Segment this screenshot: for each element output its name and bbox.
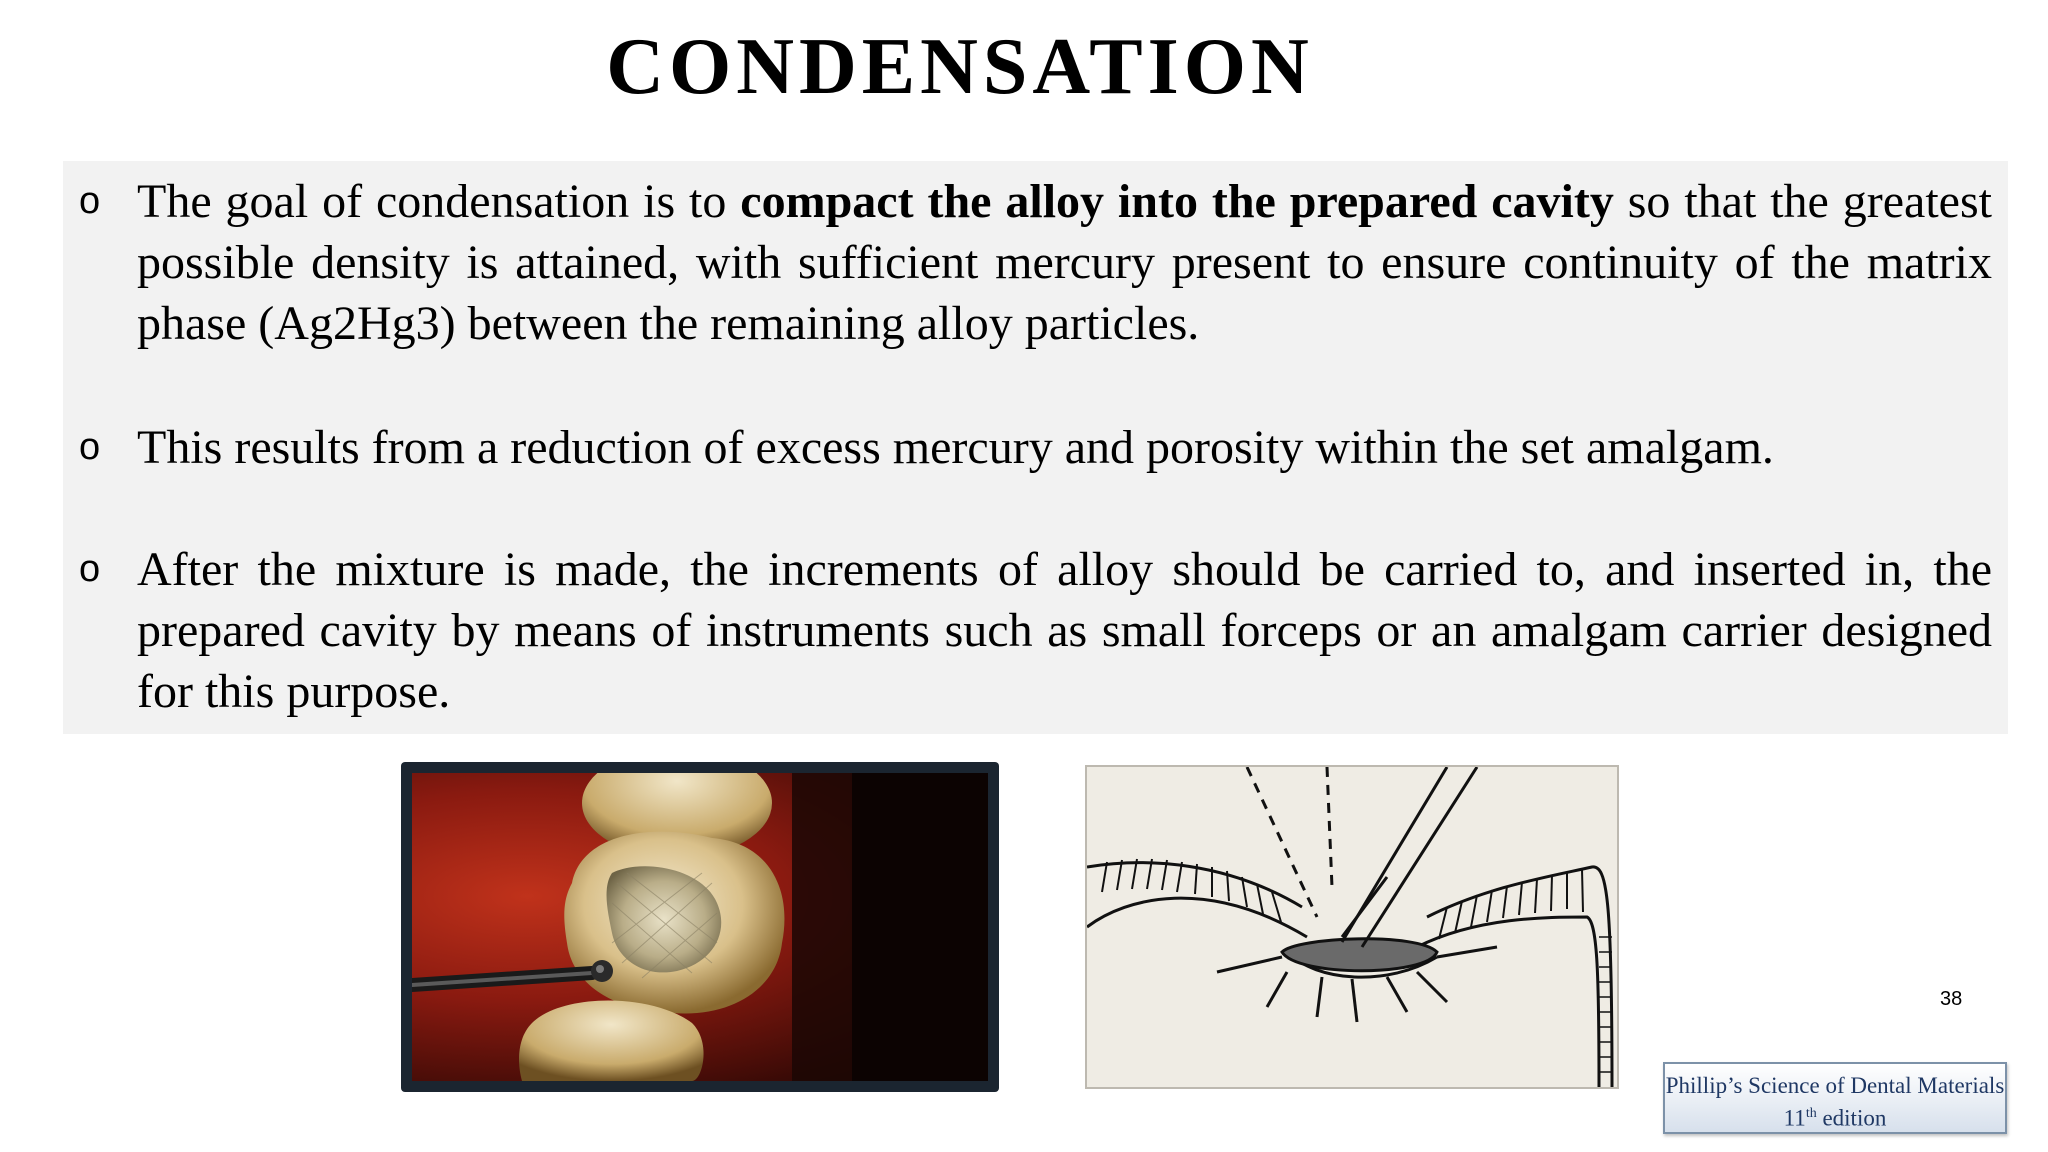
bullet-text: This results from a reduction of excess mercury and porosity within the set amalgam. bbox=[137, 421, 1774, 474]
bullet-marker-icon: o bbox=[79, 180, 101, 222]
page-number: 38 bbox=[1940, 988, 1963, 1010]
condensation-diagram bbox=[1085, 765, 1619, 1089]
bullet-text-bold: compact the alloy into the prepared cavity bbox=[740, 175, 1614, 228]
edition-word: edition bbox=[1816, 1105, 1887, 1131]
citation-title: Phillip’s Science of Dental Materials bbox=[1665, 1073, 2005, 1098]
bullet-marker-icon: o bbox=[79, 426, 101, 468]
edition-suffix: th bbox=[1805, 1106, 1817, 1121]
photo-image bbox=[412, 773, 988, 1081]
citation-edition bbox=[1665, 1100, 2005, 1133]
bullet-text-part: so that the greatest possible density is attained, with sufficient mercury present to ensure continuity of the matrix phase (Ag2Hg3) between the remaining alloy particles. bbox=[137, 175, 1993, 350]
tooth-photo-icon bbox=[412, 773, 988, 1081]
amalgam-filling-photo bbox=[401, 762, 999, 1092]
bullet-text bbox=[137, 171, 1992, 354]
page-title: CONDENSATION bbox=[606, 23, 1314, 111]
condensation-drawing-icon bbox=[1087, 767, 1617, 1087]
bullet-marker-icon: o bbox=[79, 548, 101, 590]
bullet-text: After the mixture is made, the increments of alloy should be carried to, and inserted in, the prepared cavity by means of instruments such as small forceps or an amalgam carrier designed for this purpose. bbox=[137, 543, 1992, 718]
citation-box bbox=[1663, 1062, 2007, 1134]
content-box bbox=[63, 161, 2008, 734]
bullet-text-part: The goal of condensation is to bbox=[137, 175, 741, 228]
edition-number: 11 bbox=[1783, 1105, 1806, 1131]
